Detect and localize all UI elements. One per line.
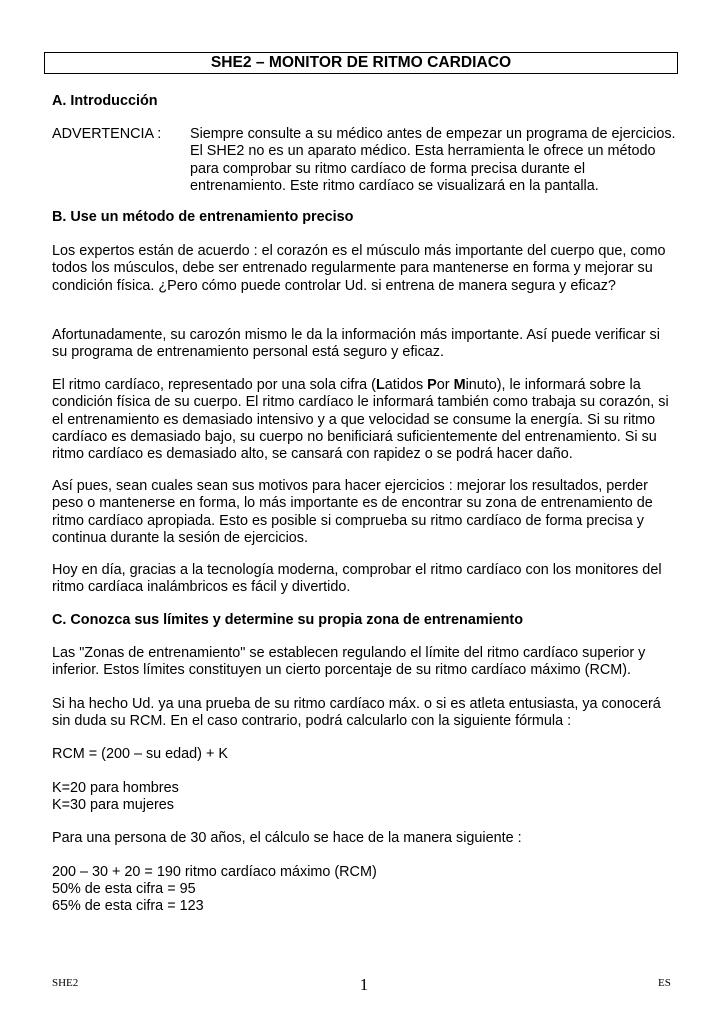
section-b-heading: B. Use un método de entrenamiento preciso xyxy=(52,209,354,225)
warning-text: Siempre consulte a su médico antes de empezar un programa de ejercicios. El SHE2 no es un aparato médico. Esta herramienta le ofrece un método para comprobar su ritmo cardíaco de forma precisa durante el entrenamiento. Este ritmo cardíaco se visualizará en la pantalla. xyxy=(190,126,676,194)
k-men: K=20 para hombres xyxy=(52,780,179,796)
warning-label: ADVERTENCIA : xyxy=(52,126,162,142)
section-b-paragraph-3: El ritmo cardíaco, representado por una sola cifra (Latidos Por Minuto), le informará sobre la condición física de su cuerpo. El ritmo cardíaco le informará también como trabaja su corazón, si el entrenamiento es demasiado intensivo y a que velocidad se consume la energía. Si su ritmo cardíaco es demasiado bajo, su cuerpo no benificiará suficientemente del entrenamiento. Si su ritmo cardíaco es demasiado alto, se cansará con rapidez o se podrá hacer daño. xyxy=(52,377,669,463)
section-c-heading: C. Conozca sus límites y determine su propia zona de entrenamiento xyxy=(52,612,523,628)
section-c-paragraph-2: Si ha hecho Ud. ya una prueba de su ritmo cardíaco máx. o si es atleta entusiasta, ya conocerá sin duda su RCM. En el caso contrario, podrá calcularlo con la siguiente fórmula : xyxy=(52,696,661,730)
section-b-paragraph-5: Hoy en día, gracias a la tecnología moderna, comprobar el ritmo cardíaco con los monitores del ritmo cardíaca inalámbricos es fácil y divertido. xyxy=(52,562,662,596)
section-b-paragraph-1: Los expertos están de acuerdo : el corazón es el músculo más importante del cuerpo que, como todos los músculos, debe ser entrenado regularmente para mantenerse en forma y mejorar su condición física. ¿Pero cómo puede controlar Ud. si entrena de manera segura y eficaz? xyxy=(52,243,666,294)
section-b-paragraph-2: Afortunadamente, su carozón mismo le da la información más importante. Así puede verificar si su programa de entrenamiento personal está seguro y eficaz. xyxy=(52,327,660,361)
formula: RCM = (200 – su edad) + K xyxy=(52,746,228,762)
section-b-paragraph-4: Así pues, sean cuales sean sus motivos para hacer ejercicios : mejorar los resultados, perder peso o mantenerse en forma, lo más importante es de encontrar su zona de entrenamiento de ritmo cardíaco apropiada. Esto es posible si comprueba su ritmo cardíaco de forma precisa y continua durante la sesión de ejercicios. xyxy=(52,478,653,546)
section-a-heading: A. Introducción xyxy=(52,93,158,109)
calc-line-2: 50% de esta cifra = 95 xyxy=(52,881,196,897)
calc-line-1: 200 – 30 + 20 = 190 ritmo cardíaco máximo (RCM) xyxy=(52,864,377,880)
page-number: 1 xyxy=(359,975,369,994)
page-title: SHE2 – MONITOR DE RITMO CARDIACO xyxy=(44,52,678,74)
footer-model: SHE2 xyxy=(52,977,79,989)
example-intro: Para una persona de 30 años, el cálculo se hace de la manera siguiente : xyxy=(52,830,522,846)
k-women: K=30 para mujeres xyxy=(52,797,174,813)
footer-language: ES xyxy=(658,977,671,989)
section-c-paragraph-1: Las "Zonas de entrenamiento" se establecen regulando el límite del ritmo cardíaco superior y inferior. Estos límites constituyen un cierto porcentaje de su ritmo cardíaco máximo (RCM). xyxy=(52,645,646,679)
calc-line-3: 65% de esta cifra = 123 xyxy=(52,898,204,914)
